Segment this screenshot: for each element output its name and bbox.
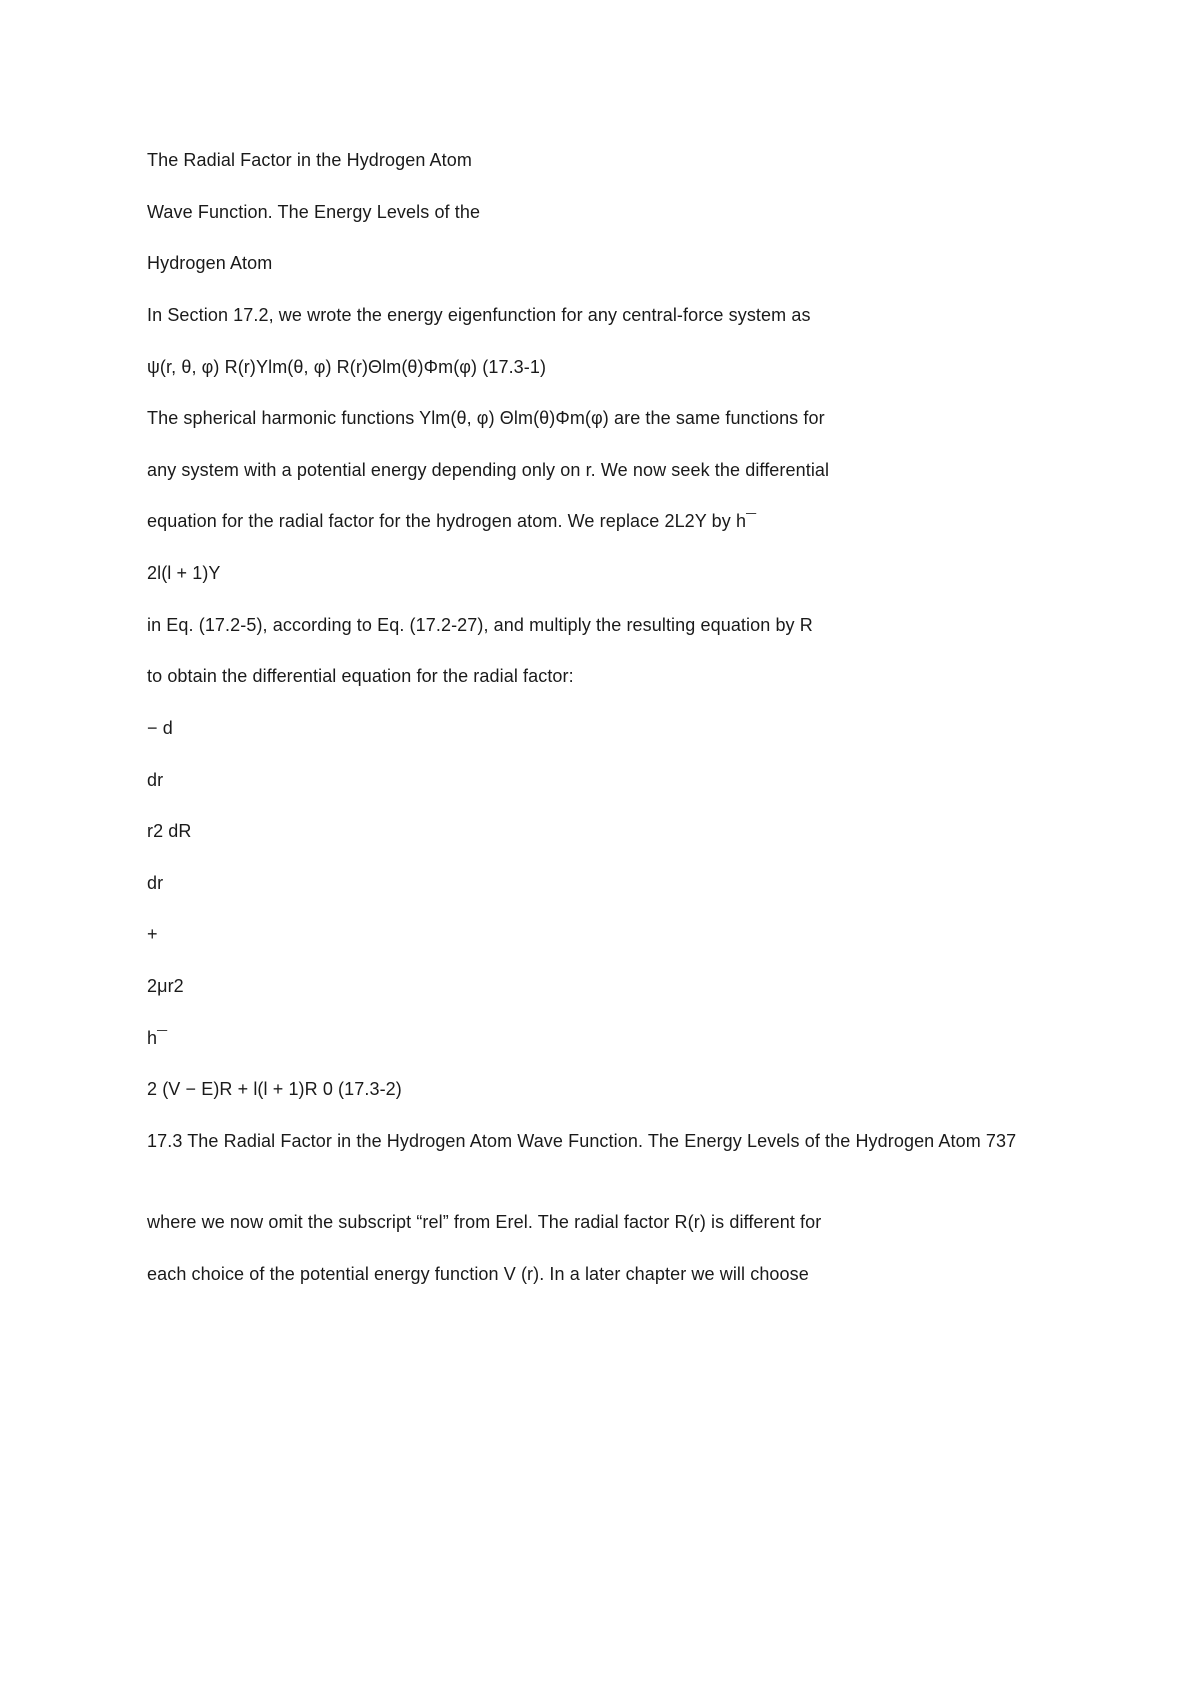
text-line: each choice of the potential energy function V (r). In a later chapter we will choose (147, 1264, 809, 1284)
equation-fragment: − d (147, 718, 173, 738)
equation-fragment: h¯ (147, 1028, 168, 1048)
equation-line: ψ(r, θ, φ) R(r)Ylm(θ, φ) R(r)Θlm(θ)Φm(φ) (17.3-1) (147, 357, 547, 377)
title-line-2: Wave Function. The Energy Levels of the (147, 202, 481, 222)
equation-fragment: 2μr2 (147, 976, 184, 996)
equation-fragment: 2l(l + 1)Y (147, 563, 221, 583)
text-line: where we now omit the subscript “rel” from Erel. The radial factor R(r) is different for (147, 1212, 822, 1232)
equation-fragment: dr (147, 770, 164, 790)
running-header: 17.3 The Radial Factor in the Hydrogen Atom Wave Function. The Energy Levels of the Hydrogen Atom 737 (147, 1131, 1017, 1151)
equation-line: 2 (V − E)R + l(l + 1)R 0 (17.3-2) (147, 1079, 402, 1099)
text-line: to obtain the differential equation for the radial factor: (147, 666, 574, 686)
title-line-3: Hydrogen Atom (147, 253, 273, 273)
title-line-1: The Radial Factor in the Hydrogen Atom (147, 150, 472, 170)
equation-fragment: r2 dR (147, 821, 192, 841)
text-line: in Eq. (17.2-5), according to Eq. (17.2-27), and multiply the resulting equation by R (147, 615, 813, 635)
equation-fragment: + (147, 924, 158, 944)
text-line: In Section 17.2, we wrote the energy eigenfunction for any central-force system as (147, 305, 811, 325)
equation-fragment: dr (147, 873, 164, 893)
text-line: The spherical harmonic functions Ylm(θ, φ) Θlm(θ)Φm(φ) are the same functions for (147, 408, 825, 428)
text-line: equation for the radial factor for the hydrogen atom. We replace 2L2Y by h¯ (147, 511, 757, 531)
text-line: any system with a potential energy depending only on r. We now seek the differential (147, 460, 830, 480)
